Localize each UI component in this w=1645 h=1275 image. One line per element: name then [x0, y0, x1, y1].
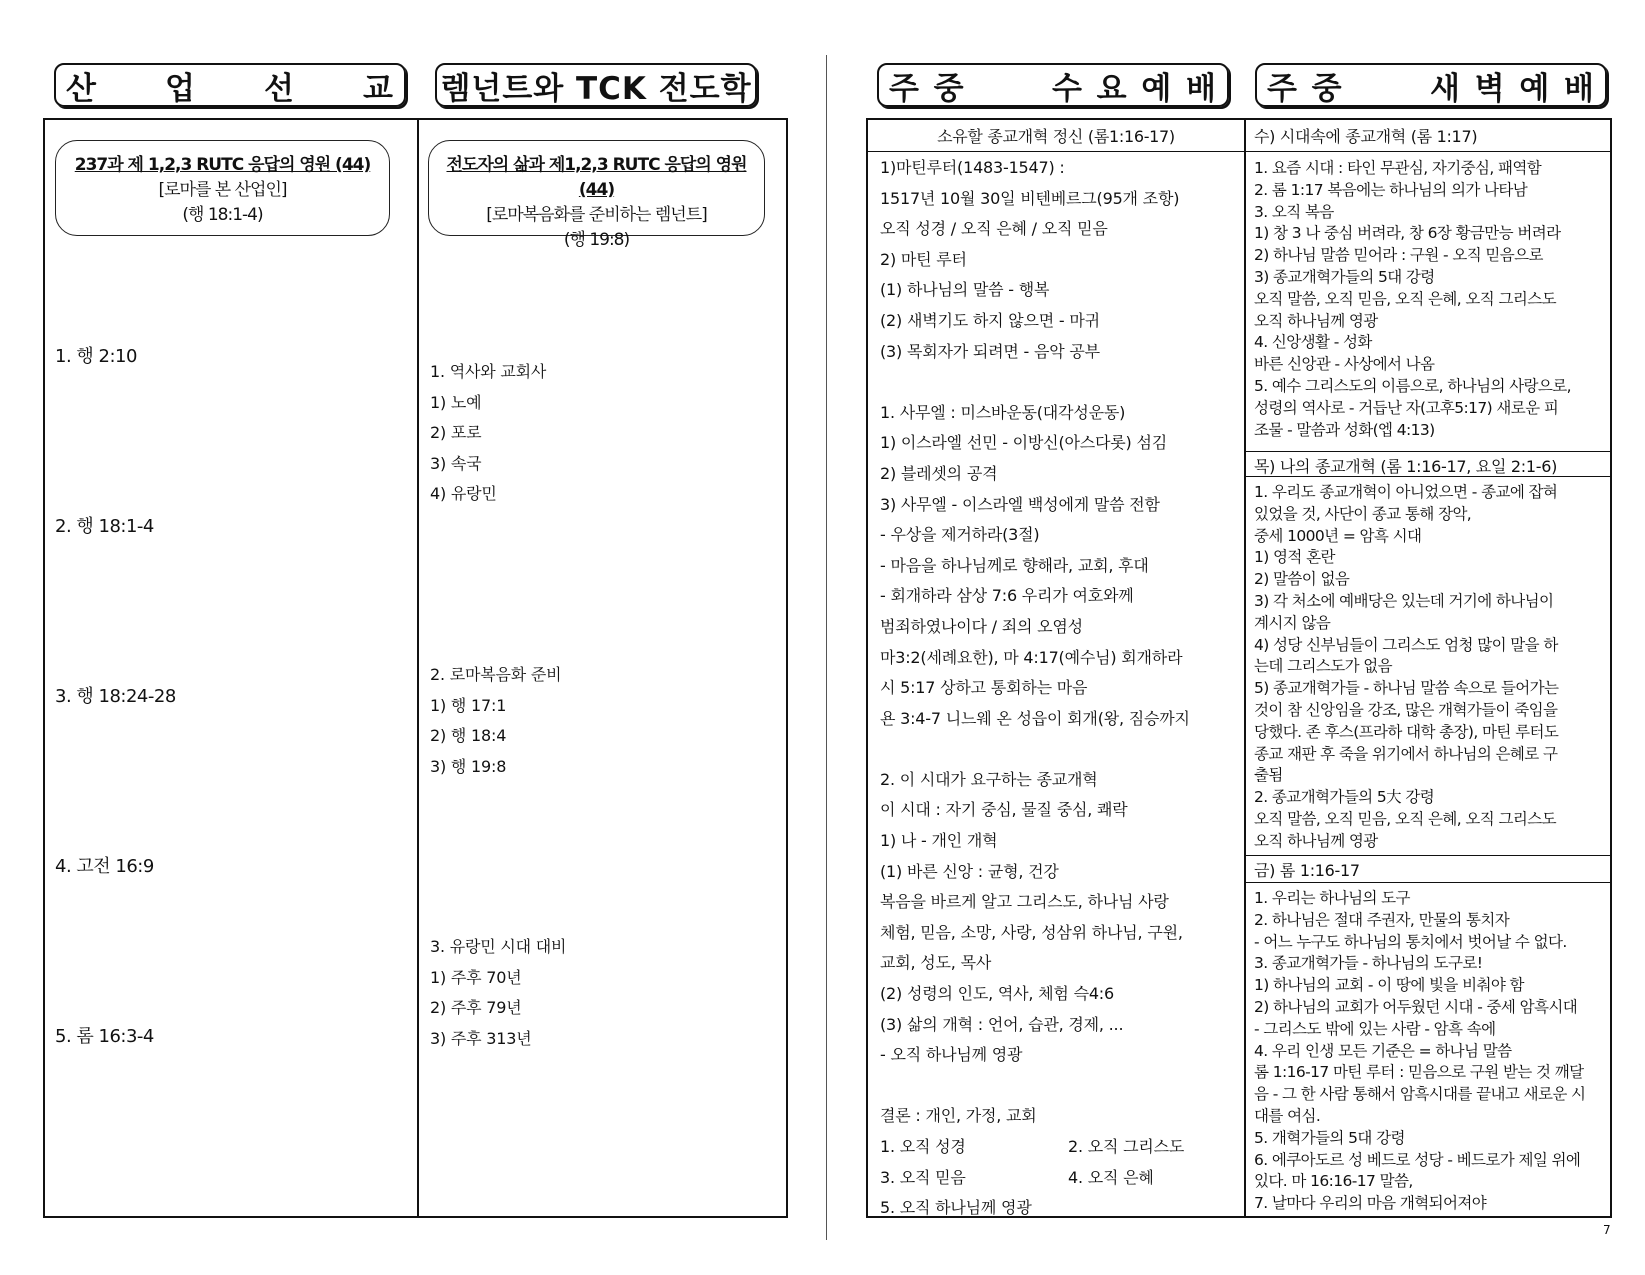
header-char: 선: [264, 70, 295, 107]
header-char: 배: [1563, 70, 1595, 107]
remnant-group: [430, 660, 561, 782]
lesson-box-remnant: [428, 140, 765, 250]
wednesday-line: - 오직 하나님께 영광: [880, 1045, 1023, 1065]
wednesday-line: - 회개하라 삼상 7:6 우리가 여호와께: [880, 586, 1134, 606]
wednesday-line: 오직 성경 / 오직 은혜 / 오직 믿음: [880, 219, 1108, 239]
title-rule: [868, 151, 1244, 152]
wednesday-line: (1) 하나님의 말씀 - 행복: [880, 280, 1050, 300]
remnant-line: 3) 속국: [430, 453, 482, 473]
dawn-line: 4. 우리 인생 모든 기준은 = 하나님 말씀: [1254, 1041, 1512, 1060]
dawn-line: 1. 우리는 하나님의 도구: [1254, 889, 1410, 907]
dawn-line: 1) 하나님의 교회 - 이 땅에 빛을 비춰야 함: [1254, 976, 1524, 995]
dawn-line: 롬 1:16-17 마틴 루터 : 믿음으로 구원 받는 것 깨달: [1254, 1063, 1584, 1082]
dawn-line: 오직 하나님께 영광: [1254, 831, 1378, 850]
remnant-line: 1) 행 17:1: [430, 695, 507, 715]
remnant-line: 2) 주후 79년: [430, 998, 522, 1018]
dawn-line: 1) 창 3 나 중심 버려라, 창 6장 황금만능 버려라: [1254, 224, 1561, 243]
conclusion-item: 4. 오직 은혜: [1068, 1167, 1154, 1187]
header-char: 중: [1311, 70, 1343, 107]
dawn-line: 1. 요즘 시대 : 타인 무관심, 자기중심, 패역함: [1254, 159, 1542, 177]
wednesday-line: 1) 나 - 개인 개혁: [880, 831, 998, 851]
right-page-box: [866, 118, 1612, 1218]
dawn-line: 2) 말씀이 없음: [1254, 570, 1350, 589]
dawn-line: 조물 - 말씀과 성화(엡 4:13): [1254, 420, 1435, 439]
industrial-item: 4. 고전 16:9: [55, 856, 154, 877]
wednesday-line: - 우상을 제거하라(3절): [880, 525, 1040, 545]
dawn-line: 1) 영적 혼란: [1254, 548, 1335, 567]
wednesday-line: [880, 367, 1190, 398]
wednesday-line: [880, 1071, 1190, 1102]
lesson-box-industrial: [55, 140, 390, 236]
dawn-line: 4. 신앙생활 - 성화: [1254, 333, 1372, 352]
wednesday-line: 결론 : 개인, 가정, 교회: [880, 1106, 1037, 1126]
lesson-reference: (행 19:8): [563, 230, 630, 250]
conclusion-item: 5. 오직 하나님께 영광: [880, 1198, 1032, 1218]
wednesday-line: 범죄하였나이다 / 죄의 오염성: [880, 616, 1083, 636]
wednesday-line: 교회, 성도, 목사: [880, 953, 992, 973]
conclusion-row: [880, 1132, 1190, 1163]
section-rule: [1244, 451, 1612, 452]
header-char: 교: [363, 70, 394, 107]
dawn-line: 중세 1000년 = 암흑 시대: [1254, 526, 1422, 545]
dawn-line: 성령의 역사로 - 거듭난 자(고후5:17) 새로운 피: [1254, 398, 1559, 417]
section-rule: [1244, 151, 1612, 152]
header-char: 주: [889, 70, 920, 107]
wednesday-line: 1) 이스라엘 선민 - 이방신(아스다롯) 섬김: [880, 433, 1167, 453]
lesson-reference: (행 18:1-4): [182, 205, 263, 225]
header-char: 요: [1096, 70, 1128, 107]
dawn-line: 당했다. 존 후스(프라하 대학 총장), 마틴 루터도: [1254, 722, 1559, 741]
dawn-line: - 어느 누구도 하나님의 통치에서 벗어날 수 없다.: [1254, 932, 1567, 951]
dawn-line: 오직 말씀, 오직 믿음, 오직 은혜, 오직 그리스도: [1254, 809, 1556, 828]
remnant-group: [430, 932, 566, 1054]
dawn-line: 5. 개혁가들의 5대 강령: [1254, 1128, 1405, 1147]
header-char: 새: [1430, 70, 1461, 107]
conclusion-row: [880, 1193, 1190, 1224]
column-divider: [417, 120, 419, 1216]
wednesday-line: 3) 사무엘 - 이스라엘 백성에게 말씀 전함: [880, 494, 1160, 514]
lesson-title: 전도자의 삶과 제1,2,3 RUTC 응답의 영원 (44): [446, 155, 747, 200]
dawn-line: 오직 하나님께 영광: [1254, 311, 1378, 330]
header-char: 주: [1267, 70, 1298, 107]
dawn-line: 있었을 것, 사단이 종교 통해 장악,: [1254, 504, 1472, 523]
industrial-item: 2. 행 18:1-4: [55, 516, 154, 537]
dawn-section-body: [1254, 482, 1558, 853]
remnant-line: 2) 행 18:4: [430, 726, 507, 746]
wednesday-line: 마3:2(세례요한), 마 4:17(예수님) 회개하라: [880, 647, 1183, 667]
dawn-section-head: 금) 롬 1:16-17: [1254, 861, 1360, 880]
remnant-line: 1) 노예: [430, 392, 482, 412]
wednesday-line: (3) 목회자가 되려면 - 음악 공부: [880, 341, 1100, 361]
remnant-line: 3) 주후 313년: [430, 1028, 532, 1048]
dawn-line: 출됨: [1254, 766, 1283, 785]
header-char: 예: [1519, 70, 1551, 107]
header-char: 벽: [1474, 70, 1506, 107]
dawn-line: 2. 하나님은 절대 주권자, 만물의 통치자: [1254, 910, 1510, 929]
wednesday-line: 2) 마틴 루터: [880, 249, 967, 269]
header-char: 수: [1052, 70, 1083, 107]
header-dawn-service: [1255, 63, 1607, 107]
dawn-line: 오직 말씀, 오직 믿음, 오직 은혜, 오직 그리스도: [1254, 289, 1556, 308]
remnant-line: 4) 유랑민: [430, 484, 497, 504]
conclusion-row: [880, 1163, 1190, 1194]
wednesday-line: 1. 사무엘 : 미스바운동(대각성운동): [880, 402, 1126, 422]
header-char: 산: [66, 70, 97, 107]
dawn-line: 3) 종교개혁가들의 5대 강령: [1254, 267, 1435, 286]
lesson-subtitle: [로마복음화를 준비하는 렘넌트]: [486, 205, 707, 225]
wednesday-line: (2) 새벽기도 하지 않으면 - 마귀: [880, 310, 1100, 330]
header-wednesday-service: [877, 63, 1229, 107]
header-char: 업: [165, 70, 196, 107]
remnant-group: [430, 357, 546, 510]
wednesday-line: (3) 삶의 개혁 : 언어, 습관, 경제, ...: [880, 1014, 1124, 1034]
dawn-line: 것이 참 신앙임을 강조, 많은 개혁가들이 죽임을: [1254, 700, 1558, 719]
dawn-line: 3. 오직 복음: [1254, 202, 1334, 221]
dawn-line: 7. 날마다 우리의 마음 개혁되어져야: [1254, 1194, 1487, 1213]
wednesday-line: (2) 성령의 인도, 역사, 체험 슥4:6: [880, 984, 1114, 1004]
lesson-title: 237과 제 1,2,3 RUTC 응답의 영원 (44): [74, 155, 371, 175]
wednesday-title: 소유할 종교개혁 정신 (롬1:16-17): [937, 127, 1175, 146]
dawn-line: - 그리스도 밖에 있는 사람 - 암흑 속에: [1254, 1019, 1496, 1038]
conclusion-item: 2. 오직 그리스도: [1068, 1137, 1185, 1156]
remnant-line: 2. 로마복음화 준비: [430, 665, 562, 684]
header-char: 예: [1141, 70, 1173, 107]
remnant-line: 1) 주후 70년: [430, 967, 522, 987]
dawn-line: 1. 우리도 종교개혁이 아니었으면 - 종교에 잡혀: [1254, 483, 1558, 501]
conclusion-item: 1. 오직 성경: [880, 1137, 966, 1156]
wednesday-line: 2. 이 시대가 요구하는 종교개혁: [880, 769, 1098, 789]
dawn-section-body: [1254, 158, 1571, 441]
header-industrial-mission: [54, 63, 406, 107]
industrial-item: 3. 행 18:24-28: [55, 686, 176, 707]
dawn-line: 계시지 않음: [1254, 613, 1331, 632]
lesson-subtitle: [로마를 본 산업인]: [158, 180, 287, 200]
wednesday-line: 복음을 바르게 알고 그리스도, 하나님 사랑: [880, 892, 1169, 912]
dawn-line: 2) 하나님 말씀 믿어라 : 구원 - 오직 믿음으로: [1254, 246, 1543, 265]
wednesday-content: [880, 153, 1190, 1224]
dawn-line: 2. 종교개혁가들의 5大 강령: [1254, 788, 1435, 807]
remnant-line: 2) 포로: [430, 423, 482, 443]
wednesday-line: 시 5:17 상하고 통회하는 마음: [880, 678, 1088, 698]
industrial-item: 1. 행 2:10: [55, 346, 137, 367]
column-divider: [1244, 120, 1246, 1216]
section-rule: [1244, 855, 1612, 856]
dawn-line: 는데 그리스도가 없음: [1254, 657, 1393, 676]
dawn-line: 6. 에쿠아도르 성 베드로 성당 - 베드로가 제일 위에: [1254, 1150, 1581, 1169]
header-char: 중: [933, 70, 965, 107]
dawn-section-head: 수) 시대속에 종교개혁 (롬 1:17): [1254, 127, 1478, 146]
remnant-line: 3) 행 19:8: [430, 756, 507, 776]
dawn-line: 4) 성당 신부님들이 그리스도 엄청 많이 말을 하: [1254, 635, 1558, 654]
industrial-item: 5. 롬 16:3-4: [55, 1026, 154, 1047]
wednesday-line: 이 시대 : 자기 중심, 물질 중심, 쾌락: [880, 800, 1128, 820]
section-rule: [1244, 882, 1612, 883]
wednesday-line: 2) 블레셋의 공격: [880, 463, 998, 483]
page-number: 7: [1603, 1223, 1611, 1237]
dawn-line: 3. 종교개혁가들 - 하나님의 도구로!: [1254, 954, 1483, 973]
wednesday-line: - 마음을 하나님께로 향해라, 교회, 후대: [880, 555, 1149, 575]
remnant-line: 1. 역사와 교회사: [430, 362, 547, 381]
dawn-line: 5) 종교개혁가들 - 하나님 말씀 속으로 들어가는: [1254, 679, 1559, 698]
wednesday-line: 1517년 10월 30일 비텐베르그(95개 조항): [880, 188, 1180, 208]
dawn-line: 5. 예수 그리스도의 이름으로, 하나님의 사랑으로,: [1254, 376, 1571, 395]
header-remnant-evangelism: [435, 63, 757, 107]
dawn-line: 있다. 마 16:16-17 말씀,: [1254, 1172, 1413, 1191]
dawn-line: 2. 롬 1:17 복음에는 하나님의 의가 나타남: [1254, 180, 1528, 199]
dawn-line: 대를 여심.: [1254, 1106, 1321, 1125]
page-fold-line: [826, 55, 827, 1240]
dawn-line: 음 - 그 한 사람 통해서 암흑시대를 끝내고 새로운 시: [1254, 1085, 1586, 1104]
left-page-box: [43, 118, 788, 1218]
wednesday-line: (1) 바른 신앙 : 균형, 건강: [880, 861, 1059, 881]
conclusion-item: 3. 오직 믿음: [880, 1167, 966, 1187]
wednesday-line: 체험, 믿음, 소망, 사랑, 성삼위 하나님, 구원,: [880, 922, 1183, 942]
header-char: 배: [1185, 70, 1217, 107]
wednesday-line: 욘 3:4-7 니느웨 온 성읍이 회개(왕, 짐승까지: [880, 708, 1190, 728]
dawn-section-head: 목) 나의 종교개혁 (롬 1:16-17, 요일 2:1-6): [1254, 457, 1558, 476]
dawn-line: 종교 재판 후 죽을 위기에서 하나님의 은혜로 구: [1254, 744, 1558, 763]
wednesday-line: 1)마틴루터(1483-1547) :: [880, 158, 1065, 177]
dawn-line: 바른 신앙관 - 사상에서 나옴: [1254, 355, 1435, 374]
remnant-line: 3. 유랑민 시대 대비: [430, 937, 567, 956]
dawn-line: 2) 하나님의 교회가 어두웠던 시대 - 중세 암흑시대: [1254, 997, 1578, 1016]
wednesday-line: [880, 734, 1190, 765]
section-rule: [1244, 476, 1612, 477]
dawn-line: 3) 각 처소에 예배당은 있는데 거기에 하나님이: [1254, 591, 1554, 610]
header-text: 렘넌트와 TCK 전도학: [440, 70, 752, 107]
dawn-section-body: [1254, 888, 1585, 1215]
